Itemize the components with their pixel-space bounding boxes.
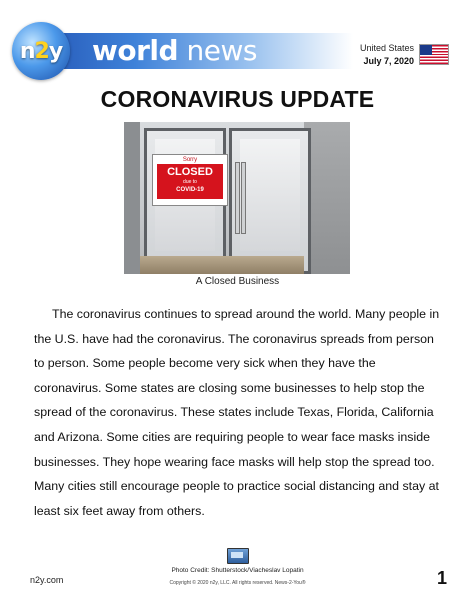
issue-date: July 7, 2020 (363, 56, 414, 66)
footer-site-link[interactable]: n2y.com (30, 575, 64, 585)
page-number: 1 (437, 568, 448, 588)
site-name (92, 33, 257, 69)
logo-letter-n: n (19, 38, 35, 64)
closed-sign (152, 154, 228, 206)
site-name-light: news (186, 34, 257, 67)
photo-caption: A Closed Business (195, 276, 280, 287)
sign-closed-text: CLOSED (167, 166, 213, 178)
copyright-notice: Copyright © 2020 n2y, LLC. All rights reserved. News-2-You® (169, 580, 306, 586)
door-handle (235, 162, 240, 234)
logo-letter-2: 2 (34, 38, 49, 64)
door-handle (241, 162, 246, 234)
photo-credit: Photo Credit: Shutterstock/Viacheslav Lopatin (171, 567, 304, 574)
site-name-bold: world (92, 34, 179, 67)
closed-business-photo (124, 122, 350, 274)
logo-letter-y: y (48, 38, 63, 64)
country-label: United States (359, 43, 414, 53)
us-flag-icon (419, 44, 449, 65)
photo-credit-icon (227, 548, 249, 564)
page-title: CORONAVIRUS UPDATE (100, 86, 375, 112)
sign-sorry-text: Sorry (182, 157, 198, 163)
sign-due-text: due to (183, 179, 197, 185)
sign-covid-text: COVID-19 (176, 187, 204, 193)
n2y-logo (12, 22, 70, 80)
article-paragraph: The coronavirus continues to spread around the world. Many people in the U.S. have had the coronavirus. The coronavirus spreads from person to person. Some people become very sick when they have the coronavirus. Some states are closing some businesses to help stop the spread of the coronavirus. These states include Texas, Florida, California and Arizona. Some cities are requiring people to wear face masks inside businesses. They hope wearing face masks will help stop the spread too. Many cities still encourage people to practice social distancing and stay at least six feet away from others. (34, 307, 440, 518)
article-body (34, 302, 444, 523)
